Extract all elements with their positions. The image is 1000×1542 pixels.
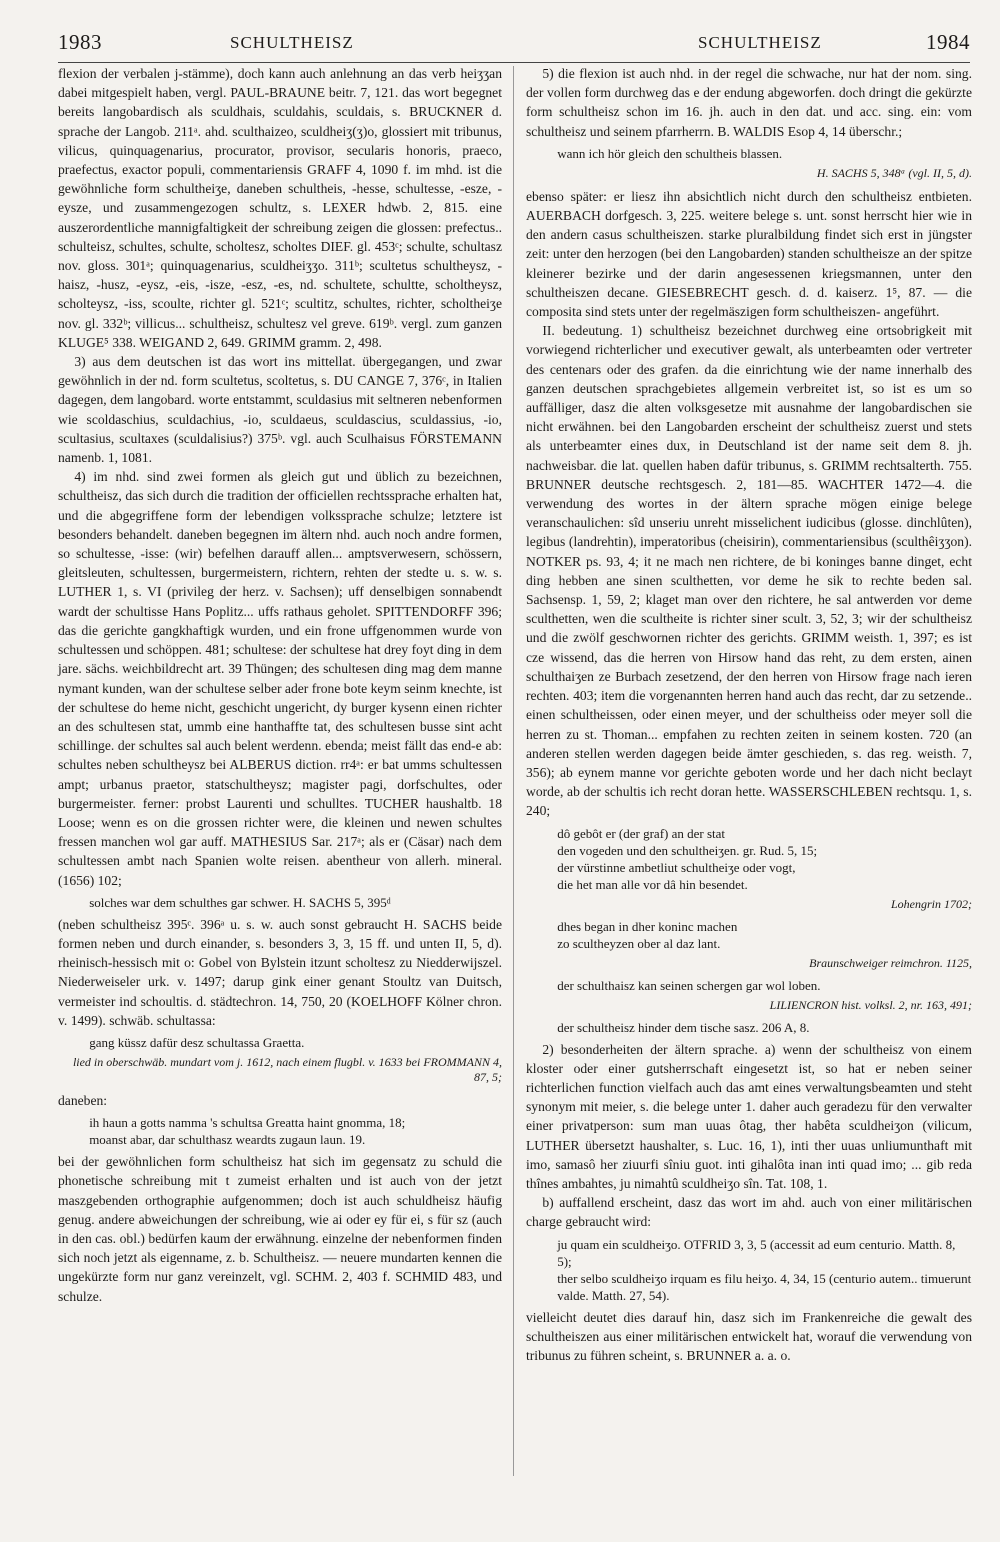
quotation-line: gang küssz dafür desz schultassa Graetta. xyxy=(89,1034,305,1050)
quotation-line: dhes began in dher koninc machen xyxy=(557,918,738,934)
page-header xyxy=(58,30,970,60)
paragraph: 4) im nhd. sind zwei formen als gleich gut und üblich zu bezeichnen, schultheisz, das sich durch die tradition der officiellen rechtssprache erhalten hat, und die abgegriffene form der lebendigen volkssprache schulze; letztere ist besonders behandelt. daneben begegnen im ältern nhd. auch noch andre formen, so schultesse, -isse: (wir) befelhen darauff allen... amptsverwesern, schössern, gleitsleuten, schultessen, burgermeistern, richtern, rehten der stedte u. s. w. s. LUTHER 1, s. VI (privileg der herz. v. Sachsen); uff denselbigen sonnabendt wardt der schultisse Hans Poplitz... uffs rathaus geholet. SPITTENDORFF 396; das die gerichte gangkhaftigk wurden, und ein frone uffgenommen wurde von schultessen und schöppen. 481; schultese: der schultese hat drey foyt ding in dem jare. sächs. weichbildrecht art. 39 Thüngen; des schultesen ding mag dem manne nymant kunden, wan der schultese selber ader frone bote keym seinm knechte, ist der schultese do heme nicht, geschicht ungericht, dy burger kysenn einen richter an des schultesen stat, ummb eine hanthaffte tat, des schultesen busse sint acht schillinge. der schultes sal auch belent werdenn. ebenda; meist fällt das end-e ab: schultes neben schultheysz bei ALBERUS diction. rr4ᵃ: er bat umms schultessen ampt; urbanus praetor, statschultheysz; magister pagi, dorfschultes, oder burgermeister. ferner: probst Laurenti und schulltes. TUCHER haushaltb. 18 Loose; wenn es on die grossen richter were, die kleinen und newen schultes fressen manchen wol gar auff. MATHESIUS Sar. 217ᵃ; als er (Cäsar) nach dem schultessen ambt nach Spanien wolte reisen. abentheur von allerh. mineral. (1656) 102; xyxy=(58,469,502,888)
paragraph: ebenso später: er liesz ihn absichtlich nicht durch den schultheisz entbieten. AUERBACH dorfgesch. 3, 225. weitere belege s. unt. sonst herrscht hier wie in den andern casus schultheiszen. starke pluralbildung findet sich erst in jüngster zeit: unter den herzogen (bei den Langobarden) standen schultheisze an der spitze kleinerer bezirke und der darin angesessenen kriegsmannen, unter den schultheiszen decane. GIESEBRECHT gesch. d. d. kaiserz. 1⁵, 87. — die composita sind stets unter der regelmäszigen form schultheiszen- angeführt. xyxy=(526,188,972,320)
quotation xyxy=(557,825,972,893)
paragraph: (neben schultheisz 395ᶜ. 396ᵃ u. s. w. auch sonst gebraucht H. SACHS beide formen neben und durch einander, s. besonders 3, 3, 15 ff. und unten II, 5, d). rheinisch-hessisch mit o: Gobel von Bylstein itzunt scholtesz zu Niedderwijszel. Niederweiseler urk. v. 1497; darup gink einer genant Stoultz van Duitsch, vermeister ind schoultis. d. städtechron. 14, 750, 20 (KOELHOFF Kölner chron. v. 1499). schwäb. schultassa: xyxy=(58,916,502,1028)
quotation-line: moanst abar, dar schulthasz weardts zugaun laun. 19. xyxy=(89,1132,366,1148)
paragraph: 5) die flexion ist auch nhd. in der regel die schwache, nur hat der nom. sing. der vollen form durchweg das e der endung abgeworfen. doch dringt die gekürzte form schultheisz schon im 16. jh. auch in den dat. und acc. sing. ein: vom schultheisz und seinem pfarrherrn. B. WALDIS Esop 4, 14 überschr.; xyxy=(526,66,972,139)
paragraph: b) auffallend erscheint, dasz das wort im ahd. auch von einer militärischen charge gebraucht wird: xyxy=(526,1195,972,1230)
quotation-line: den vogeden und den schultheiʒen. gr. Rud. 5, 15; xyxy=(557,842,818,858)
citation-source: Braunschweiger reimchron. 1125, xyxy=(809,955,972,970)
citation-source: Lohengrin 1702; xyxy=(891,896,972,911)
quotation-line: wann ich hör gleich den schultheis blassen. xyxy=(557,145,783,161)
quotation-line: solches war dem schulthes gar schwer. H. SACHS 5, 395ᵈ xyxy=(89,894,391,910)
right-page-number: 1984 xyxy=(926,30,970,54)
quotation-line: der schultheisz hinder dem tische sasz. 206 A, 8. xyxy=(557,1019,810,1035)
quotation xyxy=(557,1019,972,1036)
right-running-title: SCHULTHEISZ xyxy=(698,33,822,52)
quotation xyxy=(557,1236,972,1304)
quotation xyxy=(557,918,972,952)
paragraph: II. bedeutung. 1) schultheisz bezeichnet durchweg eine ortsobrigkeit mit vorwiegend richterlicher und executiver gewalt, als unterbeamten oder vertreter des centenars oder des grafen. da die einrichtung wie der name innerhalb des ganzen deutschen sprachgebietes allgemein verbreitet ist, so ist es um so auffälliger, dasz die alten volksgesetze mit ausnahme der langobardischen sie nicht erwähnen. bei den Langobarden erscheint der schultheisz zuerst und stets als unterbeamter eines dux, in Deutschland ist der name seit dem 8. jh. nachweisbar. die lat. quellen haben dafür tribunus, s. GRIMM rechtsalterth. 755. BRUNNER deutsche rechtsgesch. 2, 181—85. WACHTER 1472—4. die verwendung des wortes in der ältern sprache mögen einige belege veranschaulichen: sîd unseriu unreht misselichent iudicibus (glosse. dinchlûten), legibus (landrehtin), imperatoribus (cheisirin), commentariensibus (sculthêiʒʒon). NOTKER ps. 93, 4; it ne mach nen richtere, de bi koninges banne dinget, echt ding hebben ane sinen sculthetten, vor deme he sik to rechte beden sal. Sachsensp. 1, 59, 2; klaget man over den richtere, he sal antwerden vor deme sculthetten, wen die scultheite is richter siner scult. 3, 52, 3; wir der schultheisz und die zwölf geschwornen richter des gerichts. GRIMM weisth. 1, 397; es ist cze wissend, das die herren von Hirsow hand das reht, zu dem ersten, ainen schulthaiʒen ze Burbach zesetzend, der den herren von Hirsow frage nach ieren rechten. 403; item die vorgenannten herren hand auch das recht, dar zu setzende.. einen schultheissen, oder einen meyer, und der schultheiss oder meyer soll die herren zu st. Thoman... empfahen zu rechten zeiten in seinem kosten. 720 (an anderen stellen werden dagegen beide ämter geschieden, s. das reg. weisth. 7, 356); ab eynem manne vor gerichte geboten worde und her dach nicht beclayt worde, ab der schultis ich recht doran hette. WASSERSCHLEBEN rechtsqu. 1, s. 240; xyxy=(526,323,972,819)
column-divider xyxy=(513,66,514,1476)
quotation-line: ju quam ein sculdheiʒo. OTFRID 3, 3, 5 (accessit ad eum centurio. Matth. 8, 5); xyxy=(557,1236,956,1269)
paragraph: 3) aus dem deutschen ist das wort ins mittellat. übergegangen, und zwar gewöhnlich in der nd. form scultetus, scoltetus, s. DU CANGE 7, 376ᶜ, in Italien dagegen, dem langobard. worte entstammt, sculdasius mit seltneren nebenformen wie scoldaschius, sculdachius, -io, sculdaeus, sculdascius, sculdassius, -io, scultasius, scultaxes (sculdalisius?) 375ᵇ. vgl. auch Sculhaisus FÖRSTEMANN namenb. 1, 1081. xyxy=(58,354,502,466)
quotation-line: der schulthaisz kan seinen schergen gar wol loben. xyxy=(557,977,821,993)
quotation-line: ih haun a gotts namma 's schultsa Greatta haint gnomma, 18; xyxy=(89,1115,406,1131)
citation-source: H. SACHS 5, 348ᵃ (vgl. II, 5, d). xyxy=(816,165,972,180)
citation-source: lied in oberschwäb. mundart vom j. 1612, nach einem flugbl. v. 1633 bei FROMMANN 4, 87, 5; xyxy=(72,1054,502,1084)
paragraph: flexion der verbalen j-stämme), doch kann auch anlehnung an das verb heiʒʒan dabei mitgespielt haben, vergl. PAUL-BRAUNE beitr. 7, 121. das wort begegnet bereits langobardisch als sculdhais, sculdahis, sculdais, s. BRUCKNER d. sprache der Langob. 211ᵃ. ahd. sculthaizeo, sculdheiʒ(ʒ)o, glossiert mit tribunus, vilicus, quinquagenarius, procurator, provisor, secularis honoris, praeco, praefectus, exactor populi, commentariensis GRAFF 4, 1090 f. im mhd. ist die gewöhnliche form schultheiʒe, daneben schultheis, -hesse, schultesse, -esze, -eysze, und zusammengezogen schultz, s. LEXER hdwb. 2, 815. eine auszerordentliche mannigfaltigkeit der schreibung zeigen die glossen: prefectus.. schulteisz, schultes, schulte, scholtesz, scholtes DIEF. gl. 453ᶜ; schulte, schultasz nov. gloss. 301ᵃ; quinquagenarius, sculdheiʒʒo. 311ᵇ; scultetus schultheysz, -haisz, -husz, -eysz, -eis, -isze, -esz, -es, nd. schultete, schultte, scholtheysz, scholteysz, -iss, scoulte, richter gl. 521ᶜ; scultitz, schultes, richter, scholtheiʒe nov. gl. 332ᵇ; villicus... schultheisz, schultesz vel greve. 619ᵇ. vergl. zum ganzen KLUGE⁵ 338. WEIGAND 2, 649. GRIMM gramm. 2, 498. xyxy=(58,66,502,350)
left-running-title: SCHULTHEISZ xyxy=(230,33,354,52)
paragraph: 2) besonderheiten der ältern sprache. a) wenn der schultheisz von einem kloster oder einer gutsherrschaft eingesetzt ist, so hat er neben seiner richterlichen function vielfach auch das amt eines verwaltungsbeamten und steht synonym mit meier, s. die belege unter 1. daher auch geradezu für den verwalter einer privatperson: sum man uuas ôtag, ther habêta sculdheiʒon (vilicum, LUTHER übersetzt haushalter, s. Luc. 16, 1), inti ther uuas unliumunthaft mit imo, samasô her ziuurfi sîniu guot. inti gihalôta inan inti quad imo; ... gib reda thînes ambahtes, ju nimahtû sculdheiʒo sîn. Tat. 108, 1. xyxy=(526,1041,972,1191)
quotation-line: dô gebôt er (der graf) an der stat xyxy=(557,825,726,841)
quotation xyxy=(89,894,502,911)
quotation xyxy=(89,1034,502,1051)
left-page-number: 1983 xyxy=(58,30,102,54)
paragraph: vielleicht deutet dies darauf hin, dasz sich im Frankenreiche die gewalt des schultheiszen aus einer militärischen entwickelt hat, worauf die verwendung von tribunus zu führen scheint, s. BRUNNER a. a. o. xyxy=(526,1309,972,1363)
citation-source: LILIENCRON hist. volksl. 2, nr. 163, 491; xyxy=(769,997,972,1012)
quotation xyxy=(557,977,972,994)
quotation xyxy=(557,145,972,162)
quotation-line: der vürstinne ambetliut schultheiʒe oder vogt, xyxy=(557,859,796,875)
quotation xyxy=(89,1114,502,1148)
quotation-line: die het man alle vor dâ hin besendet. xyxy=(557,876,748,892)
header-rule xyxy=(58,62,970,63)
paragraph: bei der gewöhnlichen form schultheisz hat sich im gegensatz zu schuld die phonetische schreibung mit t zumeist erhalten und ist auch von der jetzt maszgebenden orthographie aufgenommen; doch ist auch schuldheisz häufig genug. andere abweichungen der schreibung, wie ai oder ey für ei, s für sz (auch in den cas. obl.) bedürfen kaum der erwähnung. einzelne der nebenformen finden sich noch jetzt als eigenname, z. b. Schultheisz. — neuere mundarten kennen die ungekürzte form nur ganz vereinzelt, vgl. SCHM. 2, 403 f. SCHMID 483, und schulze. xyxy=(58,1154,502,1304)
quotation-line: zo scultheyzen ober al daz lant. xyxy=(557,935,721,951)
quotation-line: ther selbo sculdheiʒo irquam es filu heiʒo. 4, 34, 15 (centurio autem.. timuerunt valde. Matth. 27, 54). xyxy=(557,1270,972,1303)
right-column xyxy=(526,64,972,1365)
left-column xyxy=(58,64,502,1306)
paragraph: daneben: xyxy=(58,1092,108,1108)
